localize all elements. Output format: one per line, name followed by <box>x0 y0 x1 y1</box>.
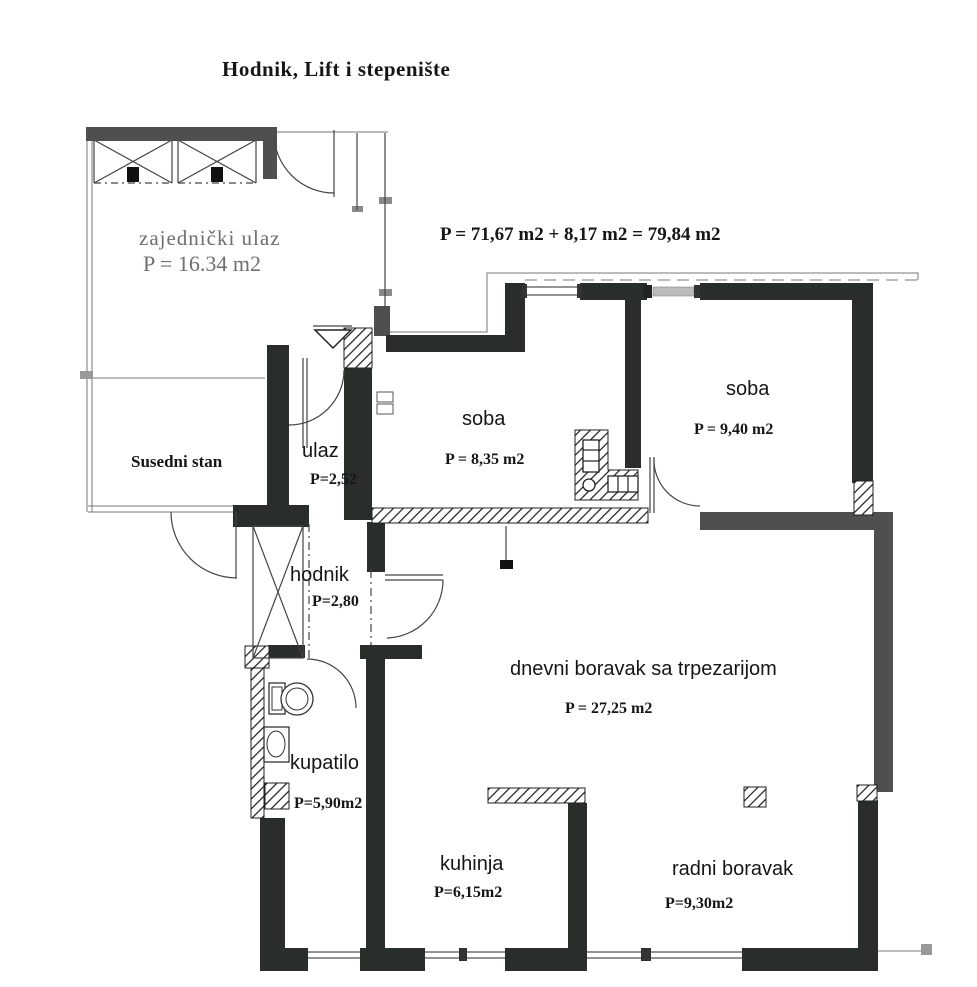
room-area-dnevni-boravak: P = 27,25 m2 <box>565 700 653 717</box>
room-label-hodnik: hodnik <box>290 564 349 586</box>
room-area-soba-2: P = 9,40 m2 <box>694 421 774 438</box>
room-label-zajednicki-ulaz: zajednički ulaz <box>139 226 281 250</box>
elevator-shaft-2 <box>178 140 256 183</box>
room-label-soba-2: soba <box>726 378 770 400</box>
door-arc-ulaz <box>289 358 344 448</box>
door-arc-soba2 <box>650 457 700 513</box>
window-bottom-right-stub <box>878 944 932 955</box>
room-label-kuhinja: kuhinja <box>440 853 504 875</box>
window-top-2 <box>643 285 700 298</box>
room-label-dnevni-boravak: dnevni boravak sa trpezarijom <box>510 658 777 680</box>
room-area-kupatilo: P=5,90m2 <box>294 795 363 812</box>
room-label-radni-boravak: radni boravak <box>672 858 794 880</box>
room-area-kuhinja: P=6,15m2 <box>434 884 503 901</box>
sink-fixture <box>264 727 289 762</box>
window-bottom-2 <box>425 948 505 961</box>
room-label-kupatilo: kupatilo <box>290 752 359 774</box>
room-label-soba-1: soba <box>462 408 506 430</box>
toilet-fixture <box>269 683 313 715</box>
plan-title: Hodnik, Lift i stepenište <box>222 57 451 81</box>
room-label-susedni-stan: Susedni stan <box>131 452 223 471</box>
door-arc-kupatilo <box>307 659 356 708</box>
window-bottom-1 <box>308 952 360 958</box>
room-area-radni-boravak: P=9,30m2 <box>665 895 734 912</box>
door-arc-susedni-stan <box>171 512 237 578</box>
window-top-1 <box>522 284 582 298</box>
room-label-ulaz: ulaz <box>302 440 339 462</box>
stair-shaft <box>253 524 309 658</box>
elevator-shaft-1 <box>94 140 172 183</box>
room-area-ulaz: P=2,52 <box>310 471 357 488</box>
window-bottom-3 <box>587 948 742 961</box>
door-arc-hodnik-dnevni <box>371 570 443 645</box>
room-area-hodnik: P=2,80 <box>312 593 359 610</box>
room-area-soba-1: P = 8,35 m2 <box>445 451 525 468</box>
total-area-formula: P = 71,67 m2 + 8,17 m2 = 79,84 m2 <box>440 224 721 245</box>
door-arc-stairwell <box>274 130 385 308</box>
flue-mark <box>500 526 513 569</box>
wall-vent-marks <box>377 392 393 414</box>
room-area-zajednicki-ulaz: P = 16.34 m2 <box>143 251 261 276</box>
